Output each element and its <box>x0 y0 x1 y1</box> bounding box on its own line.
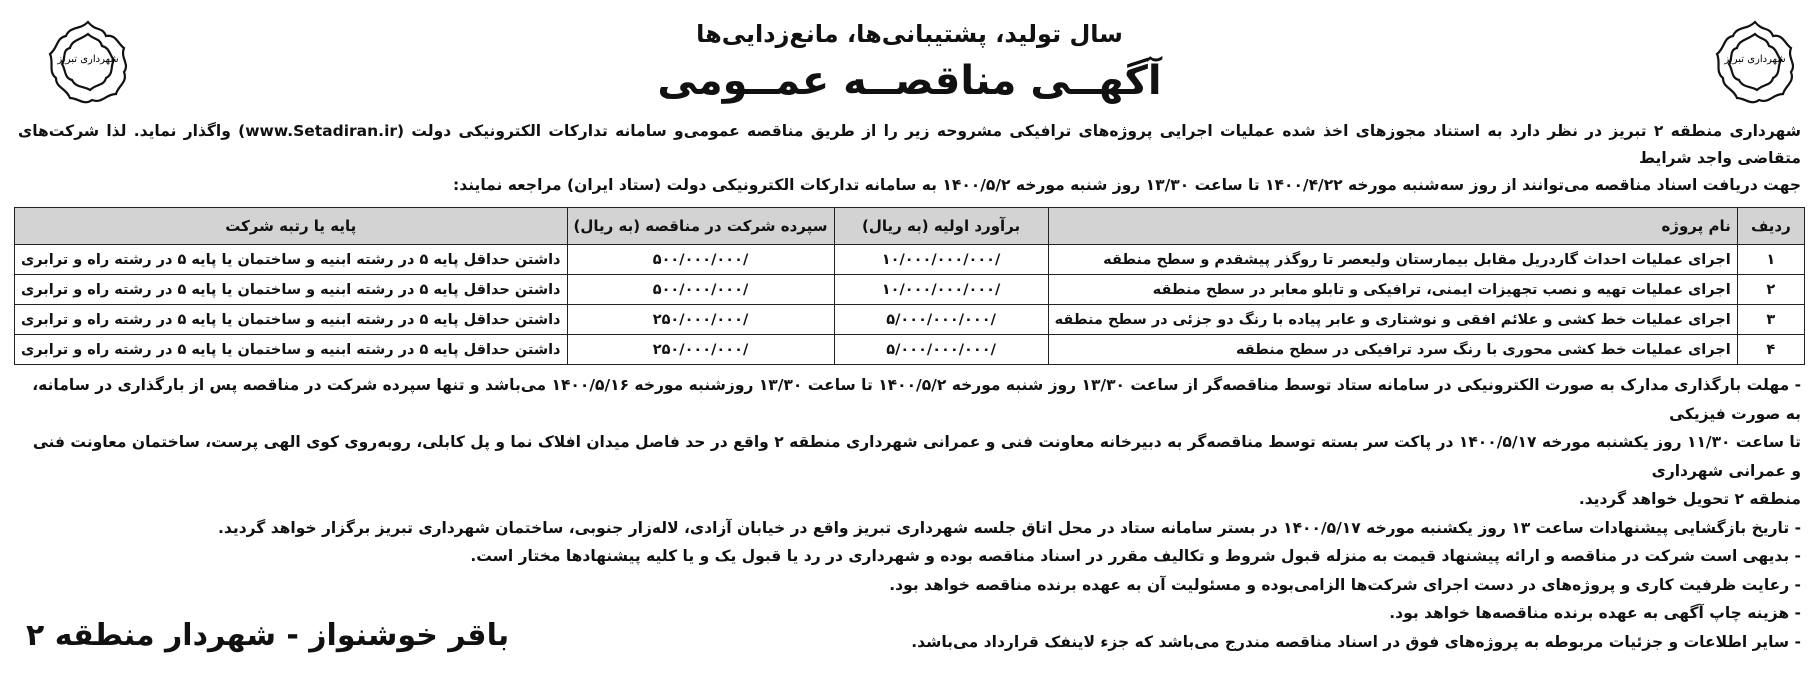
condition-item: - رعایت ظرفیت کاری و پروژه‌های در دست اجرای شرکت‌ها الزامی‌بوده و مسئولیت آن به عهده برنده مناقصه خواهد بود. <box>889 575 1801 594</box>
intro-paragraph <box>18 118 1801 199</box>
row-name: اجرای عملیات تهیه و نصب تجهیزات ایمنی، ترافیکی و تابلو معابر در سطح منطقه <box>1048 275 1737 305</box>
row-deposit: ۵۰۰/۰۰۰/۰۰۰/ <box>567 275 834 305</box>
row-name: اجرای عملیات خط کشی و علائم افقی و نوشتاری و عابر پیاده با رنگ دو جزئی در سطح منطقه <box>1048 305 1737 335</box>
intro-line: شهرداری منطقه ۲ تبریز در نظر دارد به استناد مجوزهای اخذ شده عملیات اجرایی پروژه‌های ترافیکی مشروحه زیر را از طریق مناقصه عمومی‌و سامانه تدارکات الکترونیکی دولت (www.Setadiran.ir) واگذار نماید. لذا شرکت‌های متقاضی واجد شرایط <box>18 122 1802 167</box>
notice-header <box>14 6 1805 118</box>
header-deposit: سپرده شرکت در مناقصه (به ریال) <box>567 208 834 245</box>
row-deposit: ۲۵۰/۰۰۰/۰۰۰/ <box>567 305 834 335</box>
row-rank: داشتن حداقل پایه ۵ در رشته ابنیه و ساختمان یا پایه ۵ در رشته راه و ترابری <box>15 335 568 365</box>
condition-item: منطقه ۲ تحویل خواهد گردید. <box>1578 490 1801 508</box>
row-rank: داشتن حداقل پایه ۵ در رشته ابنیه و ساختمان یا پایه ۵ در رشته راه و ترابری <box>15 245 568 275</box>
condition-item: - هزینه چاپ آگهی به عهده برنده مناقصه‌ها خواهد بود. <box>1389 604 1801 622</box>
conditions-list <box>18 371 1801 656</box>
row-idx: ۳ <box>1737 305 1804 335</box>
row-estimate: ۵/۰۰۰/۰۰۰/۰۰۰/ <box>834 335 1048 365</box>
row-rank: داشتن حداقل پایه ۵ در رشته ابنیه و ساختمان یا پایه ۵ در رشته راه و ترابری <box>15 275 568 305</box>
slogan-subtitle: سال تولید، پشتیبانی‌ها، مانع‌زدایی‌ها <box>696 20 1123 48</box>
header-idx: ردیف <box>1737 208 1804 245</box>
row-estimate: ۵/۰۰۰/۰۰۰/۰۰۰/ <box>834 305 1048 335</box>
row-idx: ۱ <box>1737 245 1804 275</box>
condition-item: - مهلت بارگذاری مدارک به صورت الکترونیکی در سامانه ستاد توسط مناقصه‌گر از ساعت ۱۳/۳۰ روز شنبه مورخه ۱۴۰۰/۵/۲ تا ساعت ۱۳/۳۰ روزشنبه مورخه ۱۴۰۰/۵/۱۶ می‌باشد و تنها سپرده شرکت در مناقصه پس از بارگذاری در سامانه، به صورت فیزیکی <box>32 376 1801 423</box>
mayor-signature: باقر خوشنواز - شهردار منطقه ۲ <box>26 618 510 653</box>
table-row <box>15 245 1805 275</box>
notice-title: آگهــی مناقصــه عمــومی <box>657 58 1162 104</box>
logo-left-text: شهرداری تبریز <box>57 54 119 65</box>
header-estimate: برآورد اولیه (به ریال) <box>834 208 1048 245</box>
row-deposit: ۲۵۰/۰۰۰/۰۰۰/ <box>567 335 834 365</box>
table-row <box>15 275 1805 305</box>
row-idx: ۲ <box>1737 275 1804 305</box>
logo-right-text: شهرداری تبریز <box>1724 54 1786 65</box>
table-row <box>15 335 1805 365</box>
condition-item: - بدیهی است شرکت در مناقصه و ارائه پیشنهاد قیمت به منزله قبول شروط و تکالیف مقرر در اسناد مناقصه بوده و شهرداری در رد یا قبول یک و یا کلیه پیشنهادها مختار است. <box>470 547 1801 565</box>
header-name: نام پروژه <box>1048 208 1737 245</box>
header-rank: پایه یا رتبه شرکت <box>15 208 568 245</box>
table-header-row <box>15 208 1805 245</box>
table-row <box>15 305 1805 335</box>
row-estimate: ۱۰/۰۰۰/۰۰۰/۰۰۰/ <box>834 275 1048 305</box>
row-rank: داشتن حداقل پایه ۵ در رشته ابنیه و ساختمان یا پایه ۵ در رشته راه و ترابری <box>15 305 568 335</box>
condition-item: - تاریخ بازگشایی پیشنهادات ساعت ۱۳ روز یکشنبه مورخه ۱۴۰۰/۵/۱۷ در بستر سامانه ستاد در محل اتاق جلسه شهرداری تبریز واقع در خیابان آزادی، لاله‌زار جنوبی، ساختمان شهرداری تبریز برگزار خواهد گردید. <box>218 518 1801 537</box>
intro-line: جهت دریافت اسناد مناقصه می‌توانند از روز سه‌شنبه مورخه ۱۴۰۰/۴/۲۲ تا ساعت ۱۳/۳۰ روز شنبه مورخه ۱۴۰۰/۵/۲ به سامانه تدارکات الکترونیکی دولت (ستاد ایران) مراجعه نمایند: <box>453 176 1801 194</box>
projects-table <box>14 207 1805 365</box>
condition-item: تا ساعت ۱۱/۳۰ روز یکشنبه مورخه ۱۴۰۰/۵/۱۷ در پاکت سر بسته توسط مناقصه‌گر به دبیرخانه معاونت فنی و عمرانی شهرداری منطقه ۲ واقع در حد فاصل میدان افلاک نما و پل کابلی، روبه‌روی کوی الهی پرست، ساختمان معاونت فنی و عمرانی شهرداری <box>32 433 1801 480</box>
row-deposit: ۵۰۰/۰۰۰/۰۰۰/ <box>567 245 834 275</box>
condition-item: - سایر اطلاعات و جزئیات مربوطه به پروژه‌های فوق در اسناد مناقصه مندرج می‌باشد که جزء لاینفک قرارداد می‌باشد. <box>911 632 1801 651</box>
row-name: اجرای عملیات احداث گاردریل مقابل بیمارستان ولیعصر تا روگذر پیشقدم و سطح منطقه <box>1048 245 1737 275</box>
row-estimate: ۱۰/۰۰۰/۰۰۰/۰۰۰/ <box>834 245 1048 275</box>
row-idx: ۴ <box>1737 335 1804 365</box>
row-name: اجرای عملیات خط کشی محوری با رنگ سرد ترافیکی در سطح منطقه <box>1048 335 1737 365</box>
